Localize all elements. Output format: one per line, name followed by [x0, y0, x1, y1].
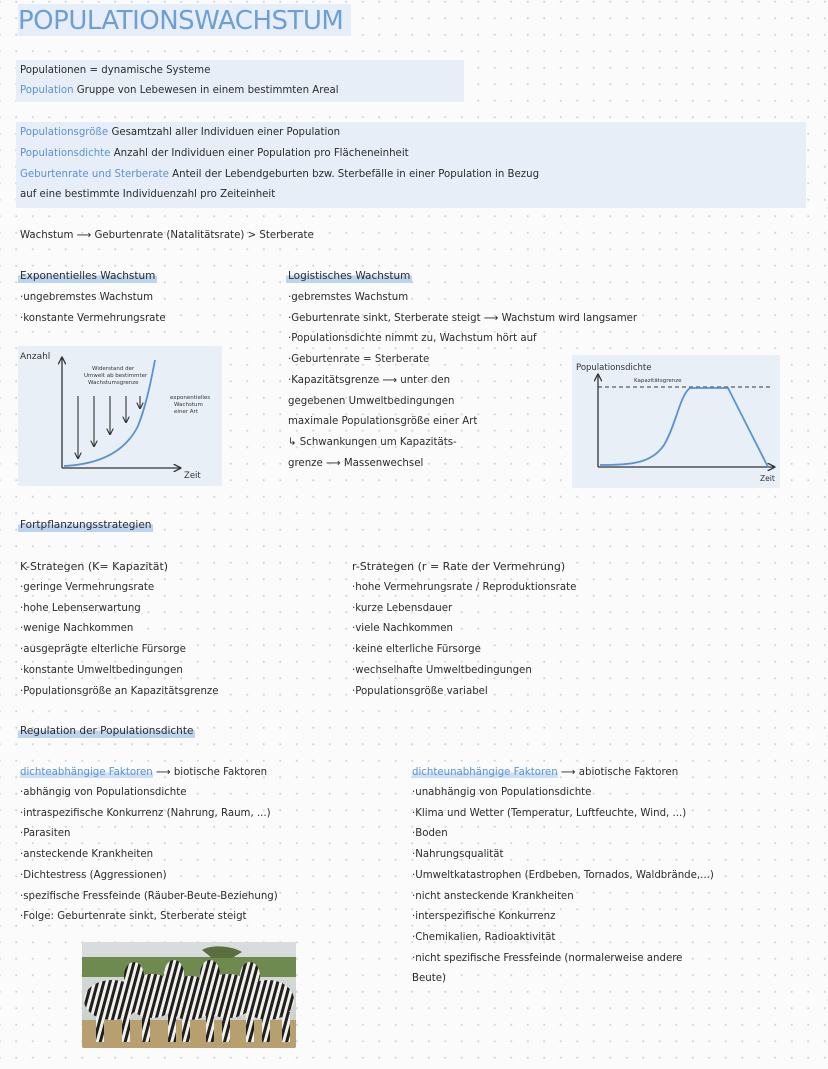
definition-rates-cont: auf eine bestimmte Individuenzahl pro Zeiteinheit [20, 189, 276, 200]
definition-rates [20, 165, 539, 186]
indep-factor-item: ·Umweltkatastrophen (Erdbeben, Tornados, Waldbrände,...) [412, 869, 714, 881]
indep-factor-item: ·nicht ansteckende Krankheiten [412, 890, 574, 902]
logistic-item: maximale Populationsgröße einer Art [288, 416, 478, 428]
population-term: Population [20, 85, 74, 96]
strategies-heading: Fortpflanzungsstrategien [20, 519, 152, 531]
k-strategy-item: ·ausgeprägte elterliche Fürsorge [20, 644, 186, 656]
dep-factor-item: ·Parasiten [20, 828, 71, 840]
k-strategy-item: ·geringe Vermehrungsrate [20, 582, 155, 593]
r-strategy-item: ·wechselhafte Umweltbedingungen [352, 664, 532, 676]
note-2: Umwelt ab bestimmter [84, 373, 148, 379]
rates-term: Geburtenrate und Sterberate [20, 169, 169, 180]
logistic-item: ·Kapazitätsgrenze ⟶ unter den [288, 374, 451, 386]
indep-factor-item: ·Klima und Wetter (Temperatur, Luftfeuchte, Wind, ...) [412, 807, 687, 819]
logistic-curve [600, 388, 768, 467]
rates-def: Anteil der Lebendgeburten bzw. Sterbefälle in einer Population in Bezug [172, 169, 540, 180]
logistic-item: gegebenen Umweltbedingungen [288, 395, 455, 407]
indep-factor-item: ·Chemikalien, Radioaktivität [412, 931, 556, 943]
note-1: Widerstand der [92, 366, 135, 372]
note-3: Wachstumsgrenze [88, 380, 139, 386]
size-def: Gesamtzahl aller Individuen einer Population [111, 127, 341, 138]
population-definition [20, 81, 339, 102]
dep-factor-item: ·ansteckende Krankheiten [20, 849, 154, 861]
logistic-item: ·Populationsdichte nimmt zu, Wachstum hört auf [288, 333, 537, 345]
intro-line: Populationen = dynamische Systeme [20, 65, 211, 76]
k-heading: K-Strategen (K= Kapazität) [20, 560, 169, 573]
logistic-item: ·Geburtenrate = Sterberate [288, 354, 430, 366]
r-strategy-item: ·keine elterliche Fürsorge [352, 644, 481, 656]
indep-factor-item: ·Boden [412, 828, 448, 840]
definition-size [20, 123, 340, 144]
indep-heading [412, 763, 678, 784]
indep-rest: ⟶ abiotische Faktoren [560, 767, 679, 778]
logistic-item: ↳ Schwankungen um Kapazitäts- [288, 436, 457, 448]
density-term: Populationsdichte [20, 148, 111, 159]
dep-factor-item: ·abhängig von Populationsdichte [20, 787, 187, 798]
curve-note-1: exponentielles [170, 395, 211, 401]
k-strategy-item: ·konstante Umweltbedingungen [20, 664, 183, 676]
indep-factor-item: ·interspezifische Konkurrenz [412, 911, 556, 923]
dep-term: dichteabhängige Faktoren [20, 767, 153, 778]
growth-rule: Wachstum ⟶ Geburtenrate (Natalitätsrate) > Sterberate [20, 230, 314, 241]
dep-factor-item: ·Dichtestress (Aggressionen) [20, 869, 167, 881]
dep-heading [20, 763, 267, 784]
indep-factor-item: ·nicht spezifische Fressfeinde (normalerweise andere [412, 952, 683, 964]
zebra-photo [82, 942, 296, 1048]
log-x-label: Zeit [760, 474, 775, 483]
dep-rest: ⟶ biotische Faktoren [156, 767, 268, 778]
page-title: POPULATIONSWACHSTUM [18, 4, 351, 36]
exp-item-1: ·ungebremstes Wachstum [20, 292, 154, 303]
zebra-photo-svg [82, 942, 296, 1048]
logistic-item: ·Geburtenrate sinkt, Sterberate steigt ⟶ Wachstum wird langsamer [288, 312, 638, 324]
log-y-label: Populationsdichte [576, 363, 652, 373]
indep-factor-item: ·Nahrungsqualität [412, 849, 504, 861]
r-strategy-item: ·Populationsgröße variabel [352, 685, 488, 697]
k-strategy-item: ·hohe Lebenserwartung [20, 602, 141, 614]
exponential-graph-svg [18, 346, 222, 486]
indep-factor-item: ·unabhängig von Populationsdichte [412, 787, 592, 798]
logistic-item: grenze ⟶ Massenwechsel [288, 457, 424, 469]
logistic-item: ·gebremstes Wachstum [288, 292, 409, 303]
exp-item-2: ·konstante Vermehrungsrate [20, 313, 166, 324]
logistic-graph [572, 355, 780, 488]
regulation-heading: Regulation der Populationsdichte [20, 725, 194, 737]
y-label: Anzahl [20, 352, 51, 362]
k-strategy-item: ·Populationsgröße an Kapazitätsgrenze [20, 685, 219, 697]
r-strategy-item: ·viele Nachkommen [352, 623, 453, 635]
indep-term: dichteunabhängige Faktoren [412, 767, 558, 778]
dep-factor-item: ·spezifische Fressfeinde (Räuber-Beute-Beziehung) [20, 890, 278, 902]
r-strategy-item: ·kurze Lebensdauer [352, 602, 453, 614]
k-strategy-item: ·wenige Nachkommen [20, 623, 134, 635]
r-strategy-item: ·hohe Vermehrungsrate / Reproduktionsrate [352, 582, 577, 593]
x-label: Zeit [184, 471, 201, 481]
definition-density [20, 144, 409, 165]
capacity-label: Kapazitätsgrenze [634, 378, 682, 384]
logistic-graph-svg [572, 355, 780, 488]
logistic-heading: Logistisches Wachstum [288, 270, 411, 282]
dep-factor-item: ·intraspezifische Konkurrenz (Nahrung, Raum, ...) [20, 807, 271, 819]
exponential-heading: Exponentielles Wachstum [20, 270, 156, 282]
exponential-graph [18, 346, 222, 486]
dep-factor-item: ·Folge: Geburtenrate sinkt, Sterberate steigt [20, 911, 247, 923]
indep-factor-item: Beute) [412, 973, 446, 985]
curve-note-3: einer Art [174, 409, 198, 415]
curve-note-2: Wachstum [174, 402, 203, 408]
resistance-arrows [78, 396, 140, 458]
population-def: Gruppe von Lebewesen in einem bestimmten Areal [76, 85, 339, 96]
r-heading: r-Strategen (r = Rate der Vermehrung) [352, 560, 566, 573]
size-term: Populationsgröße [20, 127, 109, 138]
density-def: Anzahl der Individuen einer Population pro Flächeneinheit [113, 148, 409, 159]
